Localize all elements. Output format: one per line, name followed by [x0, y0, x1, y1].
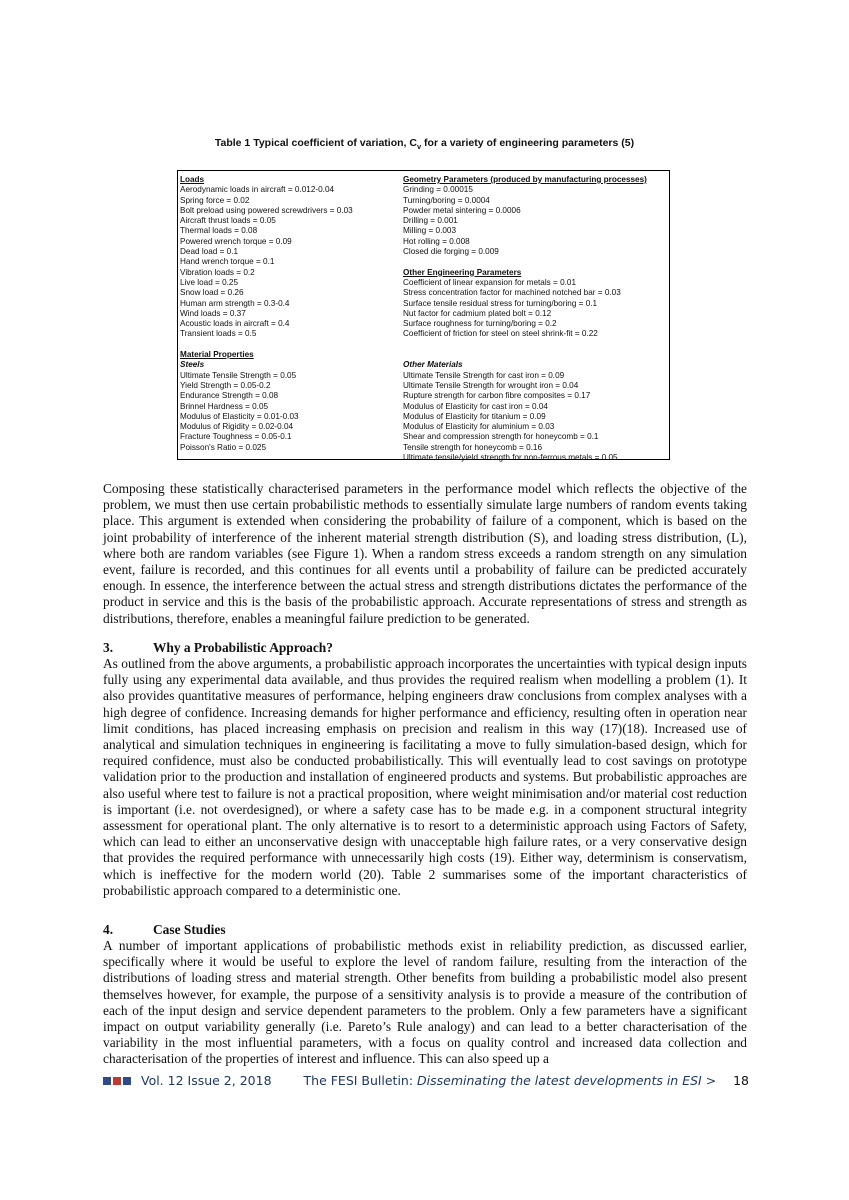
steels-header: Steels	[180, 360, 205, 370]
engineering-parameter-item: Coefficient of linear expansion for metals = 0.01	[403, 277, 577, 287]
footer-square-icon	[123, 1077, 131, 1085]
steel-property-item: Modulus of Rigidity = 0.02-0.04	[180, 422, 294, 432]
load-item: Vibration loads = 0.2	[180, 267, 255, 277]
load-item: Transient loads = 0.5	[180, 329, 257, 339]
material-properties-header: Material Properties	[180, 350, 254, 360]
geometry-item: Closed die forging = 0.009	[403, 247, 499, 257]
geometry-item: Hot rolling = 0.008	[403, 236, 470, 246]
other-material-item: Modulus of Elasticity for aluminium = 0.03	[403, 422, 555, 432]
steel-property-item: Modulus of Elasticity = 0.01-0.03	[180, 411, 299, 421]
footer-bulletin: The FESI Bulletin: Disseminating the latest developments in ESI	[303, 1073, 702, 1088]
section-4-text: A number of important applications of probabilistic methods exist in reliability prediction, as discussed earlier, specifically where it would be useful to explore the level of random failure, resulting from the interaction of the distributions of loading stress and material strength. Other benefits from building a probabilistic model also present themselves however, for example, the purpose of a sensitivity analysis is to provide a measure of the contribution of each of the input design and service dependent parameters to the problem. Only a few parameters have a significant impact on output variability generally (i.e. Pareto’s Rule analogy) and can lead to a better characterisation of the variability in the most influential parameters, with a focus on quality control and increased data collection and characterisation of the properties of interest and influence. This can also speed up a	[103, 938, 747, 1067]
load-item: Acoustic loads in aircraft = 0.4	[180, 319, 290, 329]
load-item: Wind loads = 0.37	[180, 308, 246, 318]
steel-property-item: Fracture Toughness = 0.05-0.1	[180, 432, 292, 442]
coefficient-table	[177, 170, 670, 463]
load-item: Snow load = 0.26	[180, 288, 244, 298]
geometry-header: Geometry Parameters (produced by manufacturing processes)	[403, 175, 647, 184]
other-engineering-list	[403, 278, 669, 340]
engineering-parameter-item: Surface roughness for turning/boring = 0.2	[403, 319, 557, 329]
footer-next-arrow[interactable]: >	[705, 1073, 717, 1088]
other-material-item: Shear and compression strength for honeycomb = 0.1	[403, 432, 599, 442]
other-engineering-header: Other Engineering Parameters	[403, 267, 522, 277]
engineering-parameter-item: Nut factor for cadmium plated bolt = 0.12	[403, 308, 552, 318]
table-caption: Table 1 Typical coefficient of variation, $C_v$ for a variety of engineering parameters (5)	[214, 137, 635, 152]
load-item: Hand wrench torque = 0.1	[180, 257, 275, 267]
load-item: Bolt preload using powered screwdrivers = 0.03	[180, 205, 353, 215]
load-item: Aerodynamic loads in aircraft = 0.012-0.04	[180, 185, 335, 195]
loads-header: Loads	[180, 175, 205, 184]
footer-square-icon	[113, 1077, 121, 1085]
load-item: Thermal loads = 0.08	[180, 226, 258, 236]
section-3-heading: 3. Why a Probabilistic Approach?	[103, 640, 333, 655]
section-4-heading: 4. Case Studies	[103, 922, 226, 937]
page-footer	[103, 1073, 749, 1093]
paragraph-interference: Composing these statistically characterised parameters in the performance model which reflects the objective of the problem, we must then use certain probabilistic methods to essentially simulate large numbers of random events taking place. This argument is extended when considering the probability of failure of a component, which is based on the joint probability of interference of the inherent material strength distribution (S), and loading stress distribution, (L), where both are random variables (see Figure 1). When a random stress exceeds a random strength on any simulation event, failure is recorded, and this continues for all events until a probability of failure can be predicted accurately enough. In essence, the interference between the actual stress and strength distributions dictates the performance of the product in service and this is the basis of the probabilistic approach. Accurate representations of stress and strength as distributions, therefore, enables a meaningful failure prediction to be generated.	[103, 481, 747, 626]
section-3-text: As outlined from the above arguments, a probabilistic approach incorporates the uncertainties with typical design inputs fully using any experimental data available, and thus provides the required realism when modelling a problem (1). It also provides quantitative measures of performance, helping engineers draw conclusions from complex analyses with a high degree of confidence. Increasing demands for higher performance and efficiency, resulting often in operation near limit conditions, has placed increasing emphasis on precision and realism in this way (17)(18). Increased use of analytical and simulation techniques in engineering is facilitating a move to fully simulation-based design, which for required confidence, must also be conducted probabilistically. This will eventually lead to cost savings on prototype validation prior to the production and installation of engineered products and systems. But probabilistic approaches are also useful where test to failure is not a practical proposition, where weight minimisation and/or material cost reduction is important (i.e. not overdesigned), or where a safety case has to be made e.g. in a component structural integrity assessment for operational plant. The only alternative is to resort to a deterministic approach using Factors of Safety, which can lead to either an unconservative design with unacceptable high failure rates, or a very conservative design that provides the required performance with unnecessarily high costs (19). Either way, determinism is conservatism, which is ineffective for the modern world (20). Table 2 summarises some of the important characteristics of probabilistic approach compared to a deterministic one.	[103, 656, 747, 898]
geometry-item: Grinding = 0.00015	[403, 185, 473, 195]
page-number: 18	[733, 1073, 749, 1088]
geometry-item: Turning/boring = 0.0004	[403, 195, 490, 205]
other-material-item: Ultimate Tensile Strength for wrought iron = 0.04	[403, 380, 579, 390]
steel-property-item: Brinnel Hardness = 0.05	[180, 401, 269, 411]
other-material-item: Ultimate Tensile Strength for cast iron = 0.09	[403, 370, 565, 380]
load-item: Live load = 0.25	[180, 277, 239, 287]
table-left-column	[180, 175, 400, 453]
loads-list	[180, 185, 400, 339]
geometry-item: Powder metal sintering = 0.0006	[403, 205, 521, 215]
other-materials-list	[403, 371, 669, 464]
load-item: Spring force = 0.02	[180, 195, 250, 205]
steel-property-item: Yield Strength = 0.05-0.2	[180, 380, 271, 390]
steel-property-item: Endurance Strength = 0.08	[180, 391, 279, 401]
load-item: Aircraft thrust loads = 0.05	[180, 216, 276, 226]
footer-square-icon	[103, 1077, 111, 1085]
load-item: Dead load = 0.1	[180, 247, 239, 257]
table-right-column	[403, 175, 669, 463]
load-item: Powered wrench torque = 0.09	[180, 236, 292, 246]
geometry-item: Milling = 0.003	[403, 226, 457, 236]
load-item: Human arm strength = 0.3-0.4	[180, 298, 290, 308]
other-material-item: Rupture strength for carbon fibre composites = 0.17	[403, 391, 591, 401]
other-material-item: Ultimate tensile/yield strength for non-ferrous metals = 0.05	[403, 453, 618, 463]
engineering-parameter-item: Surface tensile residual stress for turning/boring = 0.1	[403, 298, 598, 308]
other-material-item: Modulus of Elasticity for titanium = 0.09	[403, 411, 546, 421]
steel-property-item: Ultimate Tensile Strength = 0.05	[180, 370, 297, 380]
footer-volume: Vol. 12 Issue 2, 2018	[140, 1073, 272, 1088]
steel-property-item: Poisson's Ratio = 0.025	[180, 442, 266, 452]
geometry-item: Drilling = 0.001	[403, 216, 458, 226]
other-material-item: Tensile strength for honeycomb = 0.16	[403, 442, 543, 452]
other-materials-header: Other Materials	[403, 360, 463, 370]
geometry-list	[403, 185, 669, 257]
other-material-item: Modulus of Elasticity for cast iron = 0.04	[403, 401, 548, 411]
engineering-parameter-item: Stress concentration factor for machined notched bar = 0.03	[403, 288, 621, 298]
steels-list	[180, 371, 400, 453]
engineering-parameter-item: Coefficient of friction for steel on steel shrink-fit = 0.22	[403, 329, 598, 339]
